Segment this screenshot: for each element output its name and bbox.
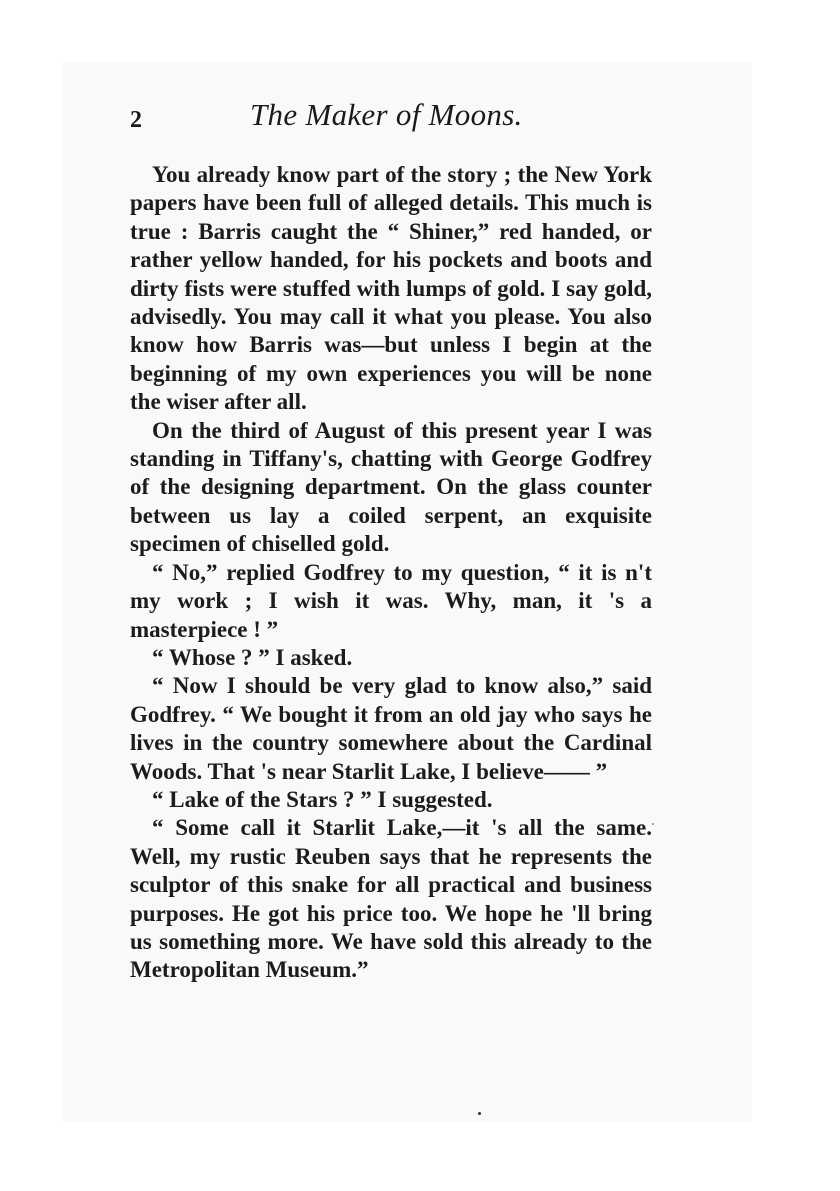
running-title: The Maker of Moons. [250,97,523,132]
paragraph-1: You already know part of the story ; the New York papers have been full of alleged details. This much is true : Barris caught the “ Shiner,” red handed, or rather yellow handed, for his pockets and boots and dirty fists were stuffed with lumps of gold. I say gold, advisedly. You may call it what you please. You also know how Barris was—but unless I begin at the beginning of my own experiences you will be none the wiser after all. [130,162,652,415]
paragraph-5: “ Now I should be very glad to know also,” said Godfrey. “ We bought it from an old jay who says he lives in the country somewhere about the Cardinal Woods. That 's near Starlit Lake, I believe—— ” [130,673,652,784]
paragraph-7: “ Some call it Starlit Lake,—it 's all the same. Well, my rustic Reuben says that he represents the sculptor of this snake for all practical and business purposes. He got his price too. We hope he 'll bring us something more. We have sold this already to the Metropolitan Museum.” [130,815,652,983]
scan-speck [652,823,654,825]
paragraph-3: “ No,” replied Godfrey to my question, “ it is n't my work ; I wish it was. Why, man, it 's a masterpiece ! ” [130,559,652,642]
paragraph-2: On the third of August of this present year I was standing in Tiffany's, chatting with George Godfrey of the designing department. On the glass counter between us lay a coiled serpent, an exquisite specimen of chiselled gold. [130,417,652,557]
page-number: 2 [130,107,142,133]
body-text [130,161,652,985]
page-header [130,97,660,145]
scan-speck [478,1112,481,1115]
paragraph-4: “ Whose ? ” I asked. [152,644,353,670]
paragraph-6: “ Lake of the Stars ? ” I suggested. [152,786,493,812]
